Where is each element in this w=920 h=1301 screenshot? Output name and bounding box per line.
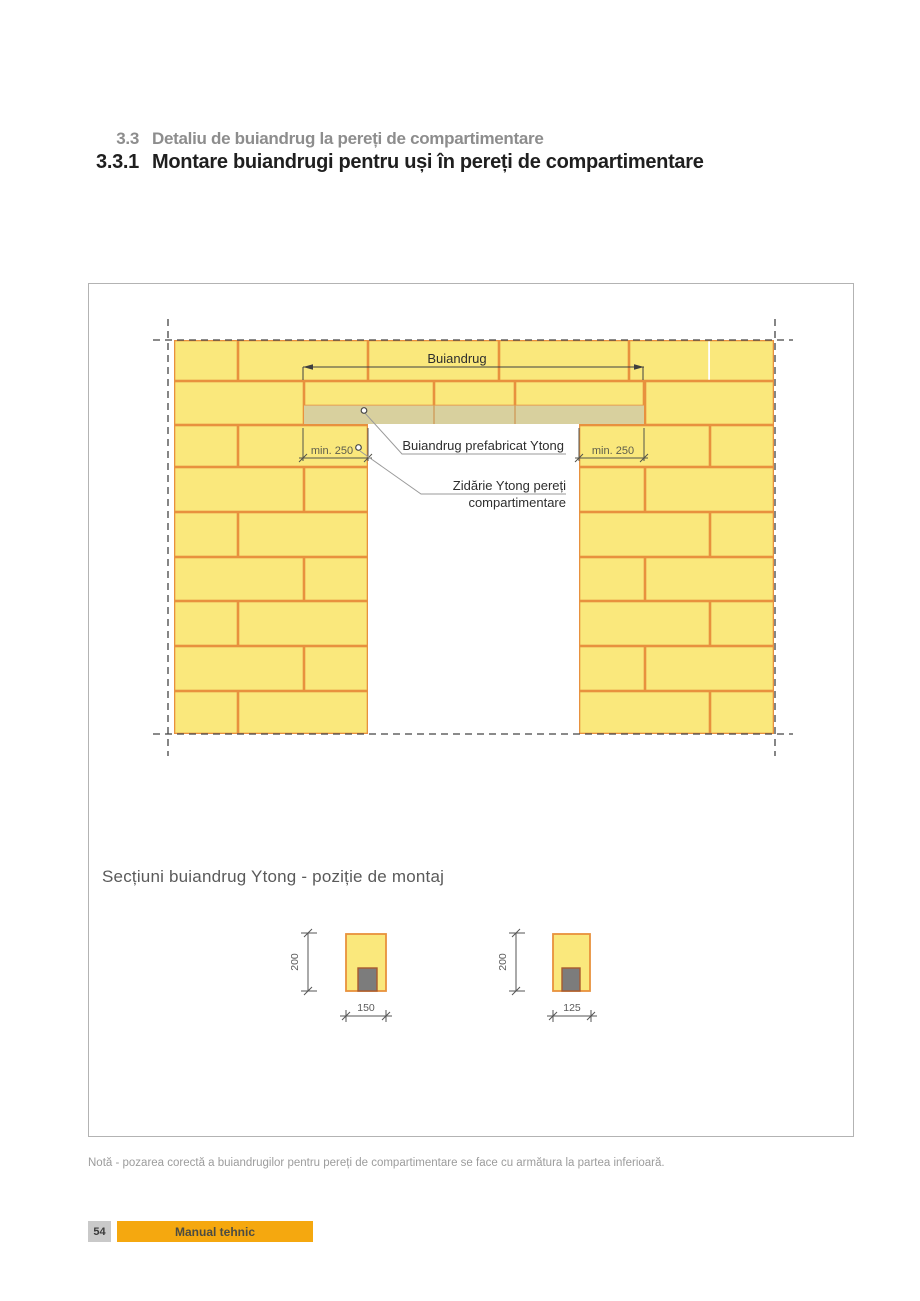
page-number: 54 [88,1221,111,1242]
drawing-frame [88,283,854,1137]
lintel-callout-label: Buiandrug prefabricat Ytong [402,438,564,453]
cross-section-150 [289,929,392,1022]
buiandrug-label: Buiandrug [427,351,487,366]
note-text: Notă - pozarea corectă a buiandrugilor pentru pereți de compartimentare se face cu armătura la partea inferioară. [88,1157,665,1169]
sections-title: Secțiuni buiandrug Ytong - poziție de montaj [102,867,445,886]
section-width-label: 125 [563,1002,581,1014]
leader-node-icon [361,408,367,414]
cross-section-125 [497,929,597,1022]
masonry-callout-line1: Zidărie Ytong pereți [452,478,566,493]
subsection-number: 3.3.1 [96,151,139,173]
footer-banner: Manual tehnic [117,1221,313,1242]
masonry-callout [360,451,566,510]
section-height-label: 200 [497,953,509,971]
subsection-title: Montare buiandrugi pentru uși în pereți de compartimentare [152,151,704,173]
section-height-label: 200 [289,953,301,971]
section-title: Detaliu de buiandrug la pereți de compartimentare [152,129,544,148]
section-number: 3.3 [116,129,139,148]
rebar-zone [358,968,377,991]
min-250-left-label: min. 250 [310,445,354,457]
masonry-wall [174,340,774,734]
subsection-heading [0,151,704,174]
min-250-right-label: min. 250 [591,445,635,457]
lintel-detail-drawing [89,284,853,1136]
masonry-callout-line2: compartimentare [468,495,566,510]
rebar-zone [562,968,580,991]
section-heading [0,129,544,149]
leader-node-icon [356,445,362,451]
section-width-label: 150 [357,1002,375,1014]
